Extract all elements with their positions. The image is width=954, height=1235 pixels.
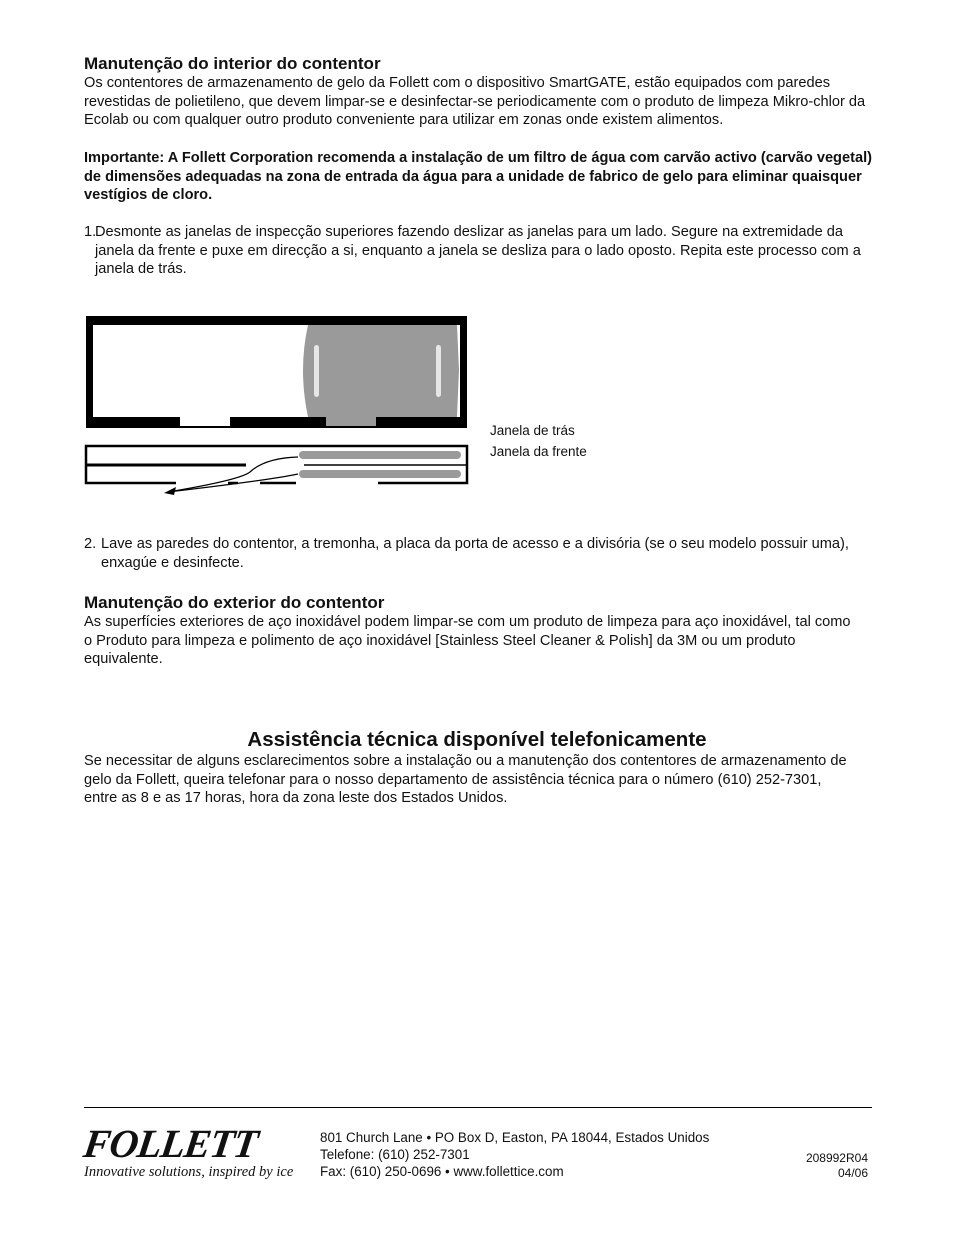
step1-body: Desmonte as janelas de inspecção superiores fazendo deslizar as janelas para um lado. Segure na extremidade da janela da frente e puxe em direcção a si, enquanto a janela se desliza para o lado oposto. Repita este processo com a janela de trás. (95, 224, 861, 278)
footer-phone: Telefone: (610) 252-7301 (320, 1147, 470, 1162)
exterior-body: As superfícies exteriores de aço inoxidável podem limpar-se com um produto de limpeza para aço inoxidável, tal como o Produto para limpeza e polimento de aço inoxidável [Stainless Steel Cleaner & Polish] da 3M ou um produto equivalente. (84, 614, 851, 668)
important-note: Importante: A Follett Corporation recomenda a instalação de um filtro de água com carvão activo (carvão vegetal) de dimensões adequadas na zona de entrada da água para a unidade de fabrico de gelo para eliminar quaisquer vestígios de cloro. (84, 150, 872, 204)
doc-code: 208992R04 (805, 1151, 868, 1165)
step1-number: 1. (84, 224, 97, 240)
follett-tagline: Innovative solutions, inspired by ice (84, 1164, 294, 1180)
footer-divider (84, 1107, 872, 1108)
support-body: Se necessitar de alguns esclarecimentos sobre a instalação ou a manutenção dos contentores de armazenamento de gelo da Follett, queira telefonar para o nosso departamento de assistência técnica para o número (610) 252-7301, entre as 8 e as 17 horas, hora da zona leste dos Estados Unidos. (84, 753, 847, 807)
footer-address: 801 Church Lane • PO Box D, Easton, PA 18044, Estados Unidos (320, 1130, 710, 1145)
follett-logo: FOLLETT (80, 1121, 261, 1166)
interior-heading: Manutenção do interior do contentor (84, 54, 381, 73)
step1-text (84, 223, 884, 279)
window-diagram (80, 310, 480, 500)
arrow-head (164, 487, 176, 495)
exterior-heading: Manutenção do exterior do contentor (84, 593, 385, 612)
support-heading: Assistência técnica disponível telefonicamente (247, 728, 707, 751)
interior-intro: Os contentores de armazenamento de gelo da Follett com o dispositivo SmartGATE, estão equipados com paredes revestidas de polietileno, que devem limpar-se e desinfectar-se periodicamente com o produto de limpeza Mikro-chlor da Ecolab ou com qualquer outro produto conveniente para utilizar em zonas onde existem alimentos. (84, 75, 866, 129)
front-window-slide (299, 470, 461, 478)
footer-fax: Fax: (610) 250-0696 • www.follettice.com (320, 1164, 564, 1179)
step2-number: 2. (84, 536, 97, 552)
step2-text: Lave as paredes do contentor, a tremonha, a placa da porta de acesso e a divisória (se o seu modelo possuir uma), enxagúe e desinfecte. (101, 536, 849, 571)
doc-date: 04/06 (837, 1166, 868, 1180)
rear-window-slide (299, 451, 461, 459)
rear-window-top-view (303, 325, 459, 417)
label-front-window: Janela da frente (490, 444, 587, 459)
label-rear-window: Janela de trás (490, 423, 575, 438)
